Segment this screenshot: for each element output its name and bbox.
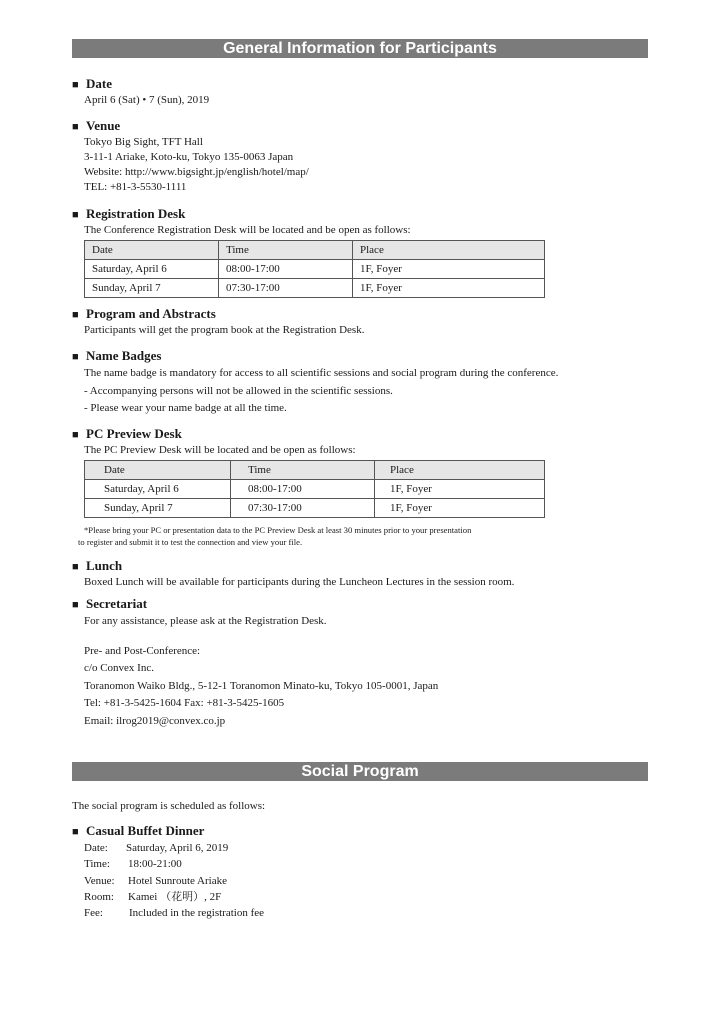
square-bullet-icon: ■ — [72, 209, 79, 221]
table-cell: 07:30-17:00 — [219, 279, 353, 298]
table-header-row — [85, 241, 545, 260]
square-bullet-icon: ■ — [72, 429, 79, 441]
badges-note: - Accompanying persons will not be allowed in the scientific sessions. — [84, 384, 393, 397]
square-bullet-icon: ■ — [72, 826, 79, 838]
venue-name: Tokyo Big Sight, TFT Hall — [84, 136, 203, 148]
secretariat-pre-post: Pre- and Post-Conference: — [84, 644, 201, 657]
secretariat-phone: Tel: +81-3-5425-1604 Fax: +81-3-5425-1605 — [84, 697, 285, 709]
secretariat-heading: Secretariat — [86, 596, 148, 611]
lunch-heading: Lunch — [86, 558, 123, 573]
table-row — [85, 260, 545, 279]
table-header-row — [85, 461, 545, 480]
venue-section — [72, 118, 648, 195]
preview-footnote: *Please bring your PC or presentation data to the PC Preview Desk at least 30 minutes prior to your presentation — [84, 525, 472, 535]
square-bullet-icon: ■ — [72, 309, 79, 321]
field-value: Included in the registration fee — [129, 907, 265, 920]
preview-heading: PC Preview Desk — [86, 426, 182, 441]
preview-table — [84, 460, 545, 518]
secretariat-company: c/o Convex Inc. — [84, 662, 154, 674]
general-info-banner: General Information for Participants — [72, 39, 648, 58]
social-program-banner: Social Program — [72, 762, 648, 781]
square-bullet-icon: ■ — [72, 561, 79, 573]
field-label: Fee: — [84, 907, 103, 920]
date-heading: Date — [86, 76, 112, 91]
table-header-cell: Date — [85, 241, 219, 260]
table-cell: Sunday, April 7 — [85, 279, 219, 298]
venue-address: 3-11-1 Ariake, Koto-ku, Tokyo 135-0063 Japan — [84, 151, 294, 163]
table-header-cell: Date — [85, 461, 231, 480]
secretariat-assist: For any assistance, please ask at the Registration Desk. — [84, 615, 327, 627]
field-value: Kamei （花明）, 2F — [128, 890, 222, 903]
program-heading: Program and Abstracts — [86, 306, 216, 321]
preview-footnote-cont: to register and submit it to test the connection and view your file. — [78, 537, 303, 547]
dinner-heading: Casual Buffet Dinner — [86, 823, 205, 838]
field-label: Venue: — [84, 874, 115, 887]
lunch-text: Boxed Lunch will be available for participants during the Luncheon Lectures in the session room. — [84, 576, 515, 588]
table-header-cell: Place — [375, 461, 545, 480]
table-header-cell: Place — [353, 241, 545, 260]
square-bullet-icon: ■ — [72, 599, 79, 611]
social-intro: The social program is scheduled as follows: — [72, 800, 266, 812]
secretariat-email: Email: ilrog2019@convex.co.jp — [84, 714, 226, 727]
field-value: Hotel Sunroute Ariake — [128, 874, 227, 887]
table-cell: 1F, Foyer — [375, 499, 545, 518]
square-bullet-icon: ■ — [72, 351, 79, 363]
venue-heading: Venue — [86, 118, 121, 133]
dinner-time-row — [84, 856, 648, 872]
field-label: Room: — [84, 890, 114, 903]
field-label: Date: — [84, 842, 108, 854]
date-section — [72, 76, 648, 108]
field-value: Saturday, April 6, 2019 — [126, 842, 229, 854]
program-text: Participants will get the program book at the Registration Desk. — [84, 324, 365, 336]
registration-intro: The Conference Registration Desk will be located and be open as follows: — [84, 224, 411, 236]
table-cell: Sunday, April 7 — [85, 499, 231, 518]
event-dates: April 6 (Sat) • 7 (Sun), 2019 — [84, 94, 210, 106]
dinner-venue-row — [84, 873, 648, 889]
dinner-room-row — [84, 889, 648, 905]
table-cell: Saturday, April 6 — [85, 260, 219, 279]
registration-table — [84, 240, 545, 298]
badges-note: - Please wear your name badge at all the time. — [84, 402, 287, 414]
registration-heading: Registration Desk — [86, 206, 186, 221]
table-cell: 08:00-17:00 — [219, 260, 353, 279]
badges-text: The name badge is mandatory for access to all scientific sessions and social program during the conference. — [84, 367, 559, 379]
table-cell: 07:30-17:00 — [231, 499, 375, 518]
dinner-section — [72, 823, 648, 921]
table-cell: 1F, Foyer — [353, 260, 545, 279]
venue-tel: TEL: +81-3-5530-1111 — [84, 181, 187, 193]
table-cell: 08:00-17:00 — [231, 480, 375, 499]
badges-section — [72, 348, 648, 418]
table-cell: 1F, Foyer — [353, 279, 545, 298]
table-row — [85, 279, 545, 298]
square-bullet-icon: ■ — [72, 79, 79, 91]
preview-intro: The PC Preview Desk will be located and be open as follows: — [84, 444, 356, 456]
lunch-section — [72, 558, 648, 590]
secretariat-section — [72, 596, 648, 730]
program-section — [72, 306, 648, 338]
secretariat-address: Toranomon Waiko Bldg., 5-12-1 Toranomon Minato-ku, Tokyo 105-0001, Japan — [84, 679, 439, 692]
dinner-fee-row — [84, 905, 648, 921]
square-bullet-icon: ■ — [72, 121, 79, 133]
table-cell: 1F, Foyer — [375, 480, 545, 499]
table-header-cell: Time — [219, 241, 353, 260]
dinner-date-row — [84, 840, 648, 856]
table-row — [85, 480, 545, 499]
preview-section — [72, 426, 648, 548]
field-value: 18:00-21:00 — [128, 858, 182, 871]
field-label: Time: — [84, 858, 110, 871]
table-row — [85, 499, 545, 518]
registration-section — [72, 206, 648, 298]
venue-website: Website: http://www.bigsight.jp/english/hotel/map/ — [84, 166, 309, 178]
table-cell: Saturday, April 6 — [85, 480, 231, 499]
table-header-cell: Time — [231, 461, 375, 480]
badges-heading: Name Badges — [86, 348, 162, 363]
